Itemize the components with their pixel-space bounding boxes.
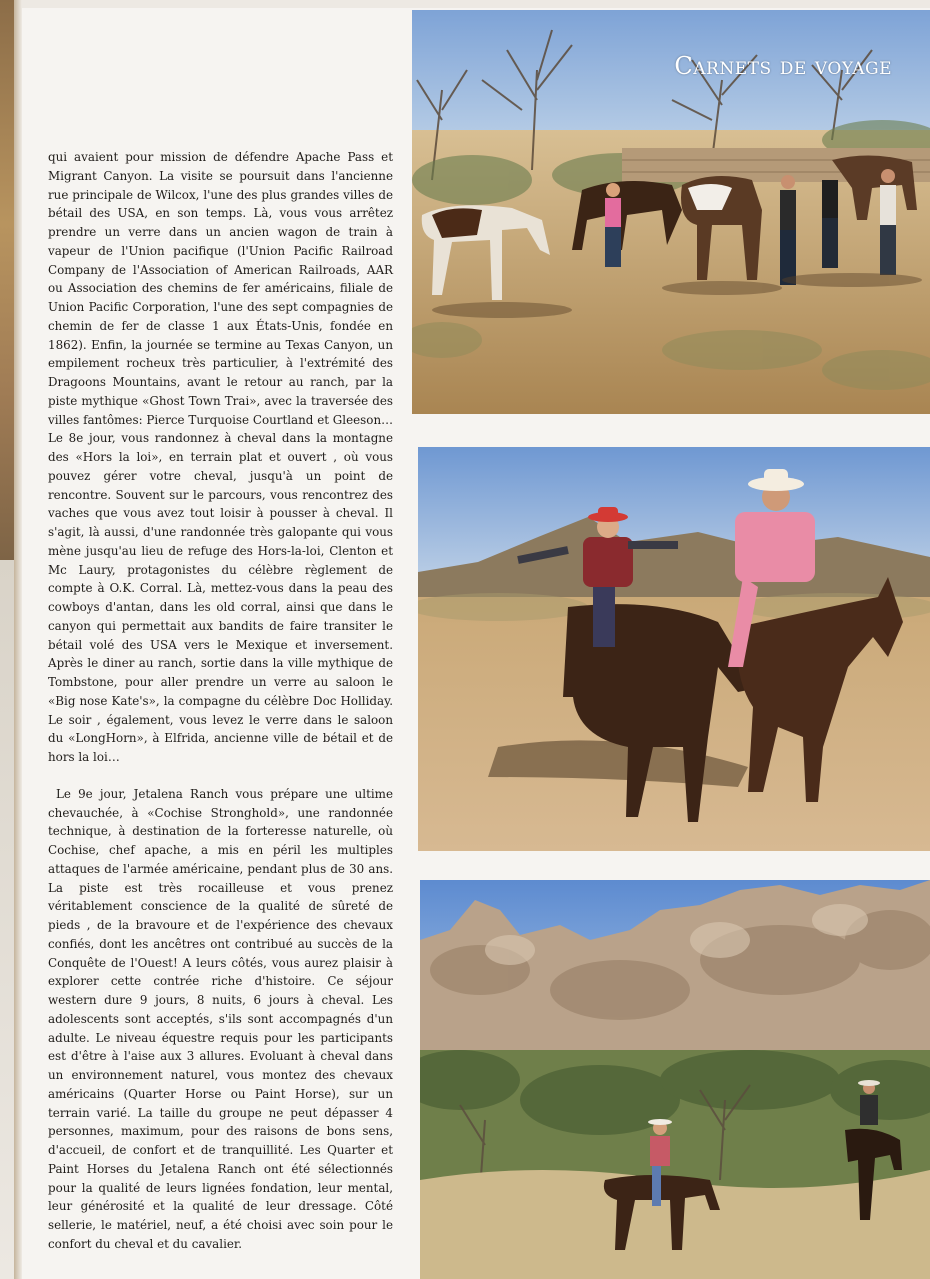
article-paragraph-2: Le 9e jour, Jetalena Ranch vous prépare une ultime chevauchée, à «Cochise Stronghold», une randonnée technique, à destination de la forteresse naturelle, où Cochise, chef apache, a mis en péril les multiples attaques de l'armée américaine, pendant plus de 30 ans. La piste est très rocailleuse et vous prenez véritablement conscience de la qualité de sûreté de pieds , de la bravoure et de l'expérience des chevaux confiés, dont les ancêtres ont contribué au succès de la Conquête de l'Ouest! A leurs côtés, vous aurez plaisir à explorer cette contrée riche d'histoire. Ce séjour western dure 9 jours, 8 nuits, 6 jours à cheval. Les adolescents sont acceptés, s'ils sont accompagnés d'un adulte. Le niveau équestre requis pour les participants est d'être à l'aise aux 3 allures. Evoluant à cheval dans un environnement naturel, vous montez des chevaux américains (Quarter Horse ou Paint Horse), sur un terrain varié. La taille du groupe ne peut dépasser 4 personnes, maximum, pour des raisons de bons sens, d'accueil, de confort et de tranquillité. Les Quarter et Paint Horses du Jetalena Ranch ont été sélectionnés pour la qualité de leurs lignées fondation, leur mental, leur générosité et la qualité de leur dressage. Côté sellerie, le matériel, neuf, a été choisi avec soin pour le confort du cheval et du cavalier. (48, 786, 393, 1251)
photo-riders-desert (418, 447, 930, 851)
photo-rocky-trail-illustration (420, 880, 930, 1279)
article-text-column (48, 148, 393, 1272)
photo-rocky-trail (420, 880, 930, 1279)
section-rubric: Carnets de voyage (674, 52, 892, 80)
adjacent-page-strip-lower (0, 560, 14, 1279)
photo-horses-group (412, 10, 930, 414)
photo-riders-desert-illustration (418, 447, 930, 851)
article-paragraph-1: qui avaient pour mission de défendre Apache Pass et Migrant Canyon. La visite se poursuit dans l'ancienne rue principale de Wilcox, l'une des plus grandes villes de bétail des USA, en son temps. Là, vous vous arrêtez prendre un verre dans un ancien wagon de train à vapeur de l'Union pacifique (l'Union Pacific Railroad Company de l'Association of American Railroads, AAR ou Association des chemins de fer américains, filiale de Union Pacific Corporation, l'une des sept compagnies de chemin de fer de classe 1 aux États-Unis, fondée en 1862). Enfin, la journée se termine au Texas Canyon, un empilement rocheux très particulier, à l'extrémité des Dragoons Mountains, avant le retour au ranch, par la piste mythique «Ghost Town Trai», avec la traversée des villes fantômes: Pierce Turquoise Courtland et Gleeson… Le 8e jour, vous randonnez à cheval dans la montagne des «Hors la loi», en terrain plat et ouvert , où vous pouvez gérer votre cheval, jusqu'à un point de rencontre. Souvent sur le parcours, vous rencontrez des vaches que vous avez tout loisir à pousser à cheval. Il s'agit, là aussi, d'une randonnée très galopante qui vous mène jusqu'au lieu de refuge des Hors-la-loi, Clenton et Mc Laury, protagonistes du célèbre règlement de compte à O.K. Corral. Là, mettez-vous dans la peau des cowboys d'antan, dans les old corral, ainsi que dans le canyon qui permettait aux bandits de faire transiter le bétail volé des USA vers le Mexique et inversement. Après le diner au ranch, sortie dans la ville mythique de Tombstone, pour aller prendre un verre au saloon le «Big nose Kate's», la compagne du célèbre Doc Holliday. Le soir , également, vous levez le verre dans le saloon du «LongHorn», à Elfrida, ancienne ville de bétail et de hors la loi… (48, 150, 393, 764)
adjacent-page-strip (0, 0, 14, 560)
page-edge (0, 0, 22, 1279)
